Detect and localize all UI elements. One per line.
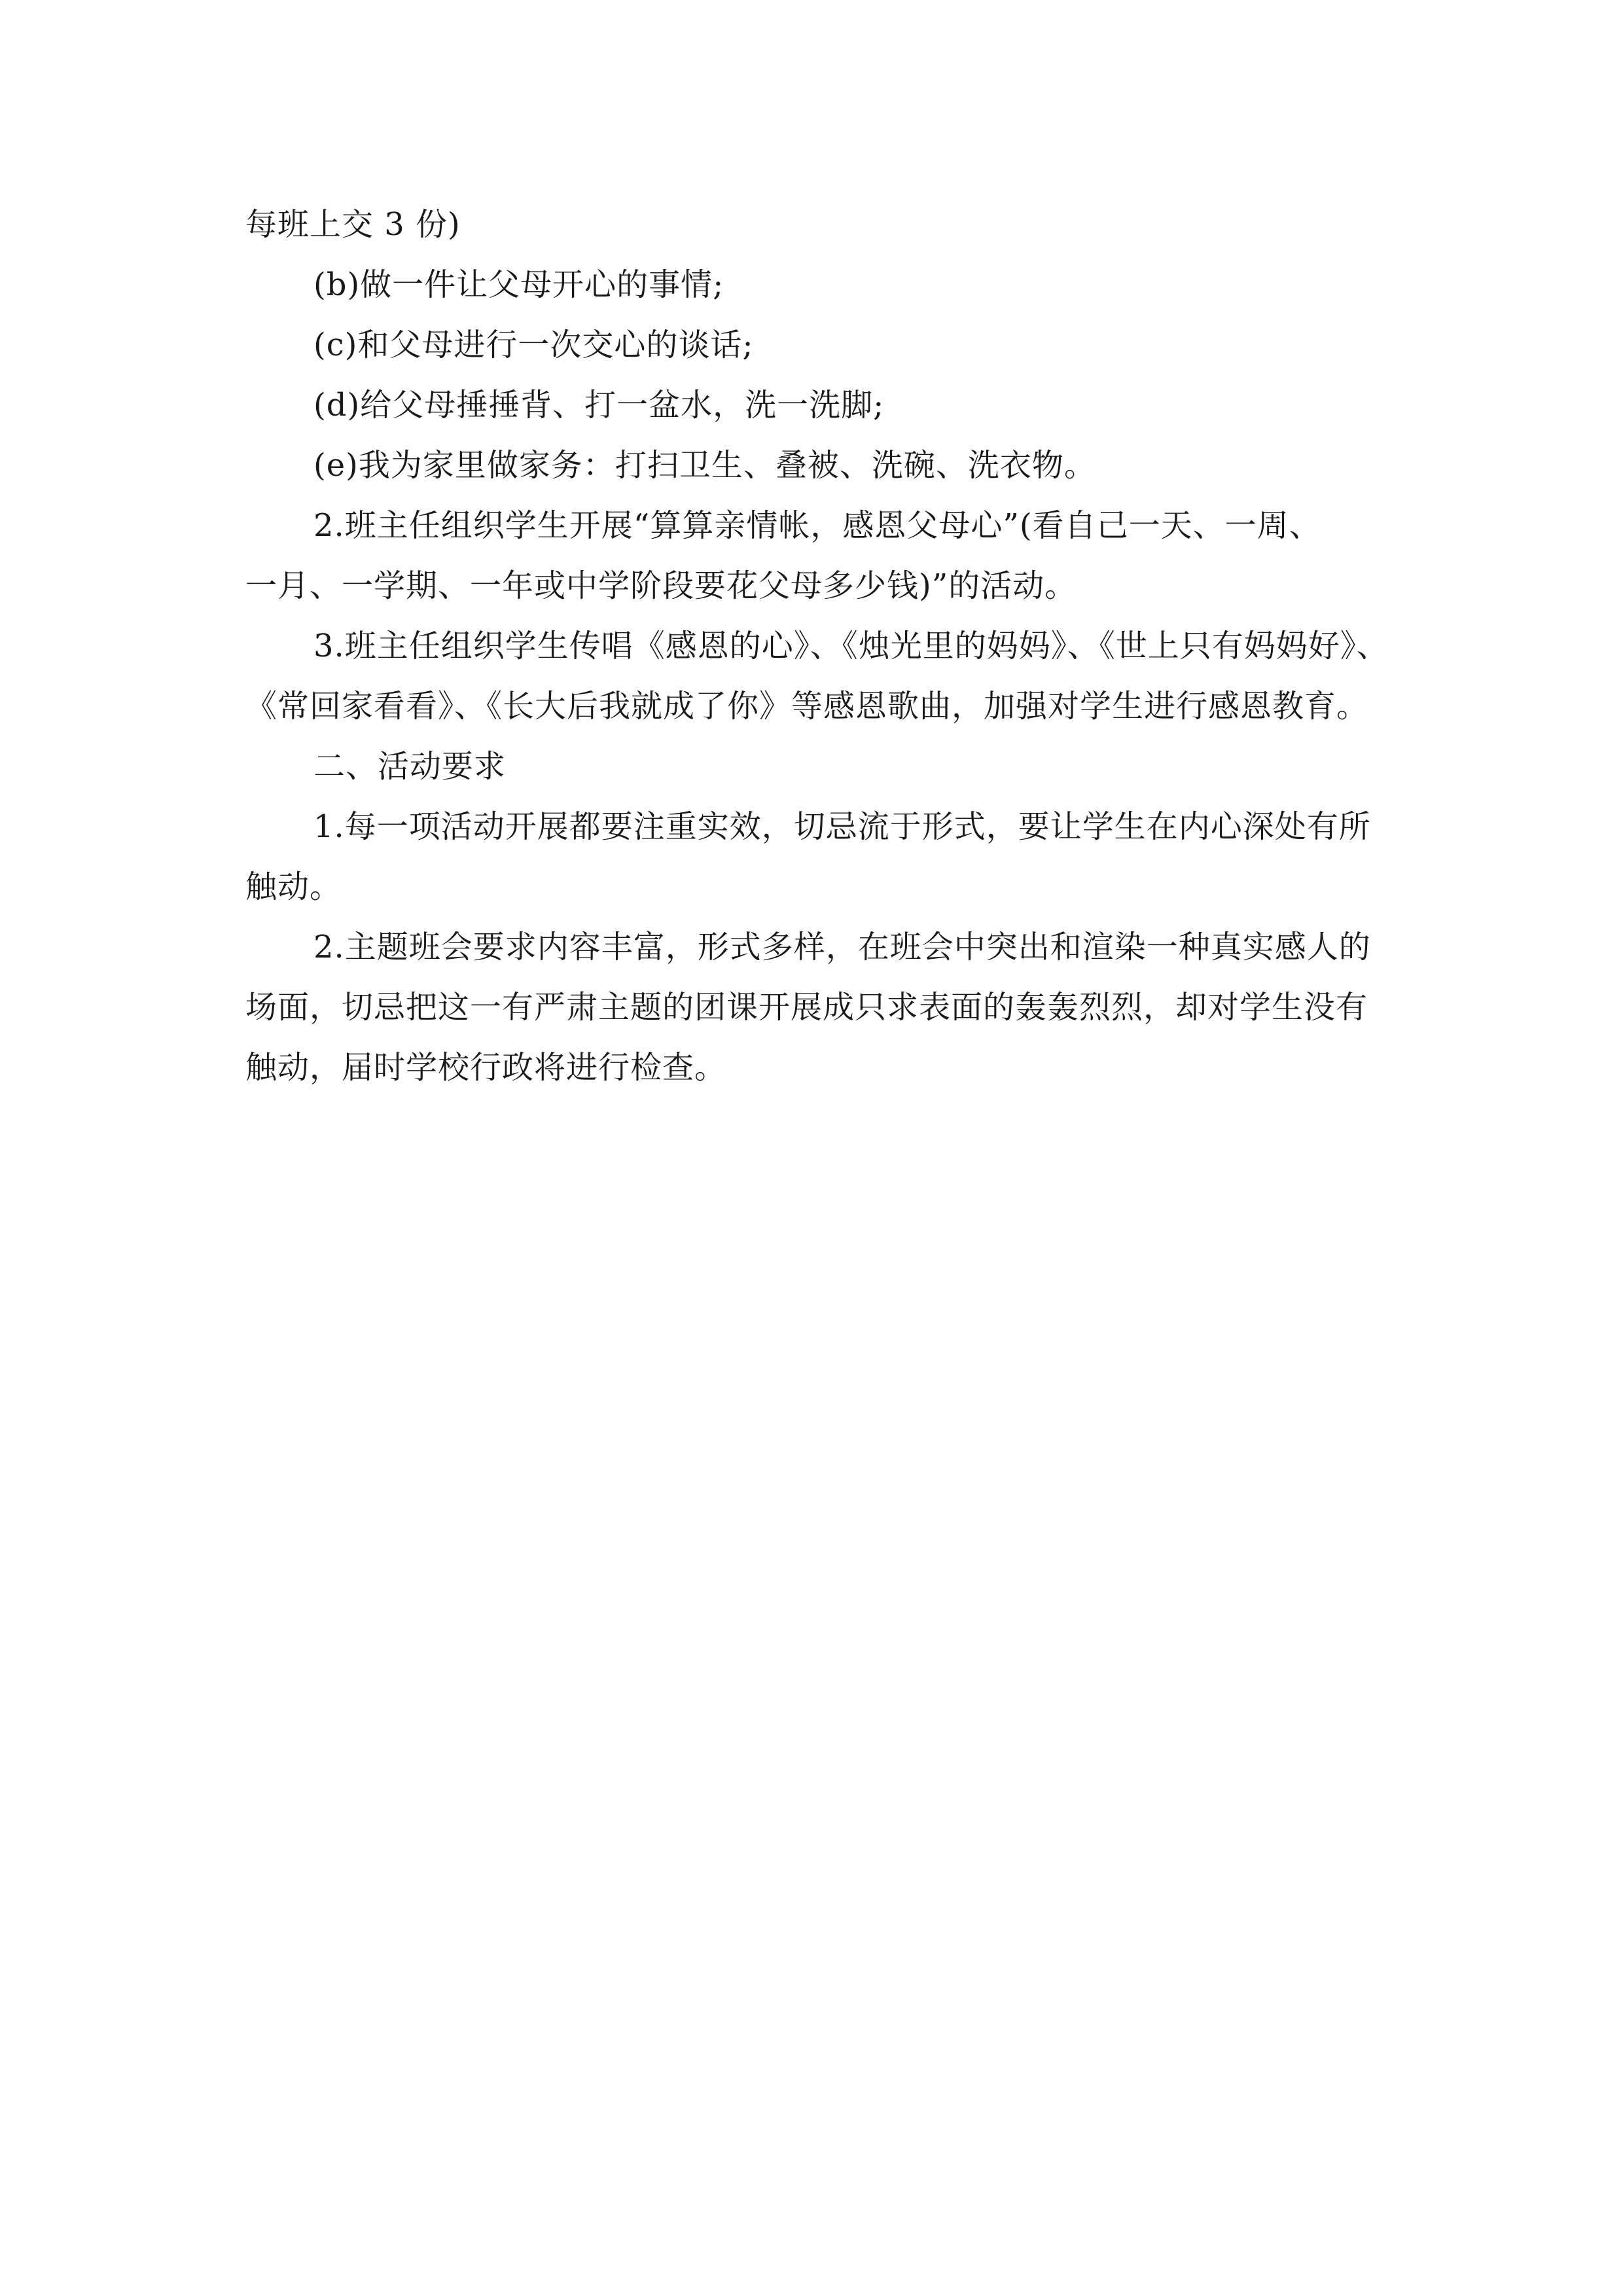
paragraph-2-line-1: 2.班主任组织学生开展“算算亲情帐，感恩父母心”(看自己一天、一周、: [313, 507, 1321, 544]
requirement-1-line-1: 1.每一项活动开展都要注重实效，切忌流于形式，要让学生在内心深处有所: [313, 808, 1371, 845]
document-body: [245, 204, 1389, 1088]
requirement-2-line-3: 触动，届时学校行政将进行检查。: [245, 1049, 727, 1086]
requirement-1-line-2: 触动。: [245, 869, 342, 905]
list-item-e: (e)我为家里做家务：打扫卫生、叠被、洗碗、洗衣物。: [313, 447, 1096, 484]
requirement-2-line-2: 场面，切忌把这一有严肃主题的团课开展成只求表面的轰轰烈烈，却对学生没有: [245, 989, 1368, 1026]
paragraph-2-line-2: 一月、一学期、一年或中学阶段要花父母多少钱)”的活动。: [245, 567, 1077, 604]
section-heading: 二、活动要求: [313, 748, 507, 785]
list-item-c: (c)和父母进行一次交心的谈话;: [313, 327, 754, 363]
requirement-2-line-1: 2.主题班会要求内容丰富，形式多样，在班会中突出和渲染一种真实感人的: [313, 929, 1371, 965]
text-line-continuation: 每班上交 3 份): [245, 206, 461, 243]
list-item-d: (d)给父母捶捶背、打一盆水，洗一洗脚;: [313, 387, 885, 423]
paragraph-3-line-1: 3.班主任组织学生传唱《感恩的心》、《烛光里的妈妈》、《世上只有妈妈好》、: [313, 628, 1389, 664]
paragraph-3-line-2: 《常回家看看》、《长大后我就成了你》等感恩歌曲，加强对学生进行感恩教育。: [245, 688, 1369, 725]
list-item-b: (b)做一件让父母开心的事情;: [313, 266, 724, 303]
